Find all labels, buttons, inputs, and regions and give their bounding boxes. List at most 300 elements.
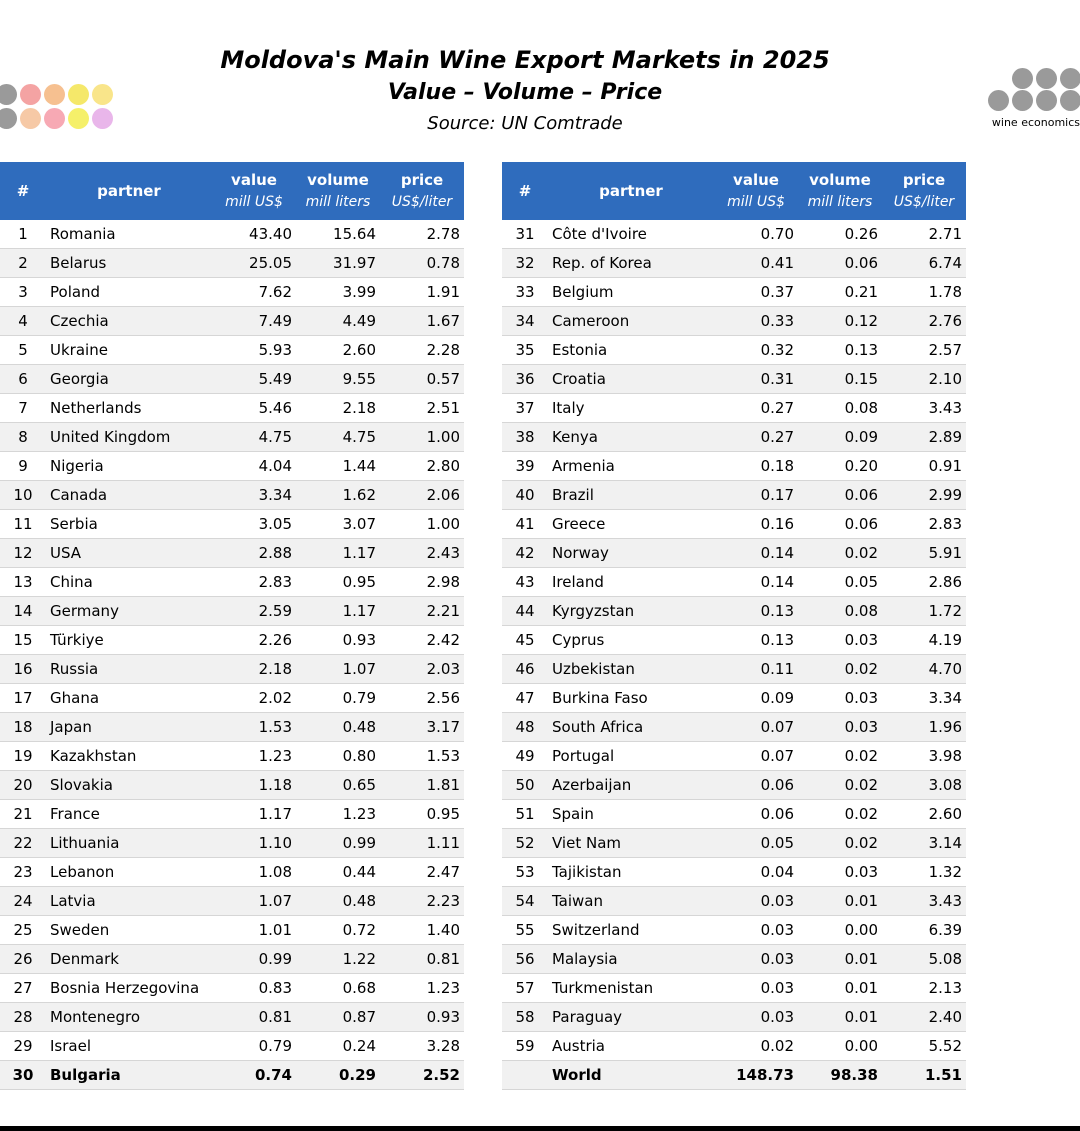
right-value-cell: 0.03	[714, 916, 798, 945]
left-partner-cell: Lebanon	[46, 858, 212, 887]
right-volume-cell: 0.01	[798, 945, 882, 974]
right-volume-cell: 0.02	[798, 829, 882, 858]
left-volume-cell: 3.07	[296, 510, 380, 539]
left-volume-cell: 1.22	[296, 945, 380, 974]
row-gap	[464, 829, 502, 858]
row-gap	[464, 887, 502, 916]
header-gap	[464, 162, 502, 220]
right-volume-cell: 0.26	[798, 220, 882, 249]
right-partner-cell: Switzerland	[548, 916, 714, 945]
left-price-cell: 2.51	[380, 394, 464, 423]
row-gap	[464, 800, 502, 829]
right-value-cell: 0.17	[714, 481, 798, 510]
left-price-cell: 2.42	[380, 626, 464, 655]
left-price-cell: 0.81	[380, 945, 464, 974]
left-volume-cell: 0.65	[296, 771, 380, 800]
col-value-header-2: value mill US$	[714, 162, 798, 220]
left-volume-cell: 0.24	[296, 1032, 380, 1061]
right-partner-cell: Paraguay	[548, 1003, 714, 1032]
left-price-cell: 2.43	[380, 539, 464, 568]
left-value-cell: 1.53	[212, 713, 296, 742]
left-value-cell: 1.23	[212, 742, 296, 771]
logo-dot	[92, 108, 113, 129]
right-rank-cell: 32	[502, 249, 548, 278]
left-volume-cell: 0.79	[296, 684, 380, 713]
left-rank-cell: 20	[0, 771, 46, 800]
row-gap-right	[966, 597, 1080, 626]
col-partner-header-2: partner	[548, 162, 714, 220]
left-value-cell: 1.10	[212, 829, 296, 858]
right-volume-cell: 0.02	[798, 800, 882, 829]
table-row	[0, 307, 1080, 336]
left-rank-cell: 25	[0, 916, 46, 945]
right-partner-cell: Belgium	[548, 278, 714, 307]
right-price-cell: 5.08	[882, 945, 966, 974]
right-value-cell: 0.06	[714, 800, 798, 829]
right-volume-cell: 0.09	[798, 423, 882, 452]
table-row	[0, 481, 1080, 510]
row-gap-right	[966, 1061, 1080, 1090]
left-partner-cell: Japan	[46, 713, 212, 742]
left-partner-cell: Slovakia	[46, 771, 212, 800]
right-rank-cell: 33	[502, 278, 548, 307]
left-rank-cell: 21	[0, 800, 46, 829]
right-partner-cell: Kyrgyzstan	[548, 597, 714, 626]
left-volume-cell: 0.80	[296, 742, 380, 771]
row-gap	[464, 568, 502, 597]
logo-dot	[0, 108, 17, 129]
row-gap	[464, 510, 502, 539]
left-rank-cell: 15	[0, 626, 46, 655]
right-volume-cell: 0.02	[798, 655, 882, 684]
row-gap-right	[966, 568, 1080, 597]
col-volume-header: volume mill liters	[296, 162, 380, 220]
table-row	[0, 1032, 1080, 1061]
right-value-cell: 0.70	[714, 220, 798, 249]
right-price-cell: 3.43	[882, 887, 966, 916]
right-rank-cell: 42	[502, 539, 548, 568]
table-row	[0, 452, 1080, 481]
row-gap	[464, 365, 502, 394]
left-partner-cell: Latvia	[46, 887, 212, 916]
right-partner-cell: Ireland	[548, 568, 714, 597]
row-gap	[464, 220, 502, 249]
right-value-cell: 0.03	[714, 974, 798, 1003]
left-partner-cell: Russia	[46, 655, 212, 684]
right-rank-cell: 54	[502, 887, 548, 916]
right-value-cell: 0.07	[714, 713, 798, 742]
table-row	[0, 539, 1080, 568]
right-partner-cell: Estonia	[548, 336, 714, 365]
left-rank-cell: 14	[0, 597, 46, 626]
right-volume-cell: 0.12	[798, 307, 882, 336]
left-rank-cell: 2	[0, 249, 46, 278]
left-partner-cell: Bosnia Herzegovina	[46, 974, 212, 1003]
table-row	[0, 365, 1080, 394]
right-partner-cell: Malaysia	[548, 945, 714, 974]
right-price-cell: 6.39	[882, 916, 966, 945]
right-price-cell: 1.78	[882, 278, 966, 307]
left-volume-cell: 9.55	[296, 365, 380, 394]
left-value-cell: 2.88	[212, 539, 296, 568]
logo-dot	[92, 84, 113, 105]
row-gap	[464, 916, 502, 945]
row-gap-right	[966, 1032, 1080, 1061]
logo-dot	[68, 84, 89, 105]
left-volume-cell: 4.75	[296, 423, 380, 452]
left-value-cell: 0.83	[212, 974, 296, 1003]
left-volume-cell: 1.07	[296, 655, 380, 684]
left-value-cell: 1.01	[212, 916, 296, 945]
right-rank-cell: 40	[502, 481, 548, 510]
left-partner-cell: Türkiye	[46, 626, 212, 655]
left-value-cell: 25.05	[212, 249, 296, 278]
left-partner-cell: Ukraine	[46, 336, 212, 365]
row-gap-right	[966, 684, 1080, 713]
right-partner-cell: Tajikistan	[548, 858, 714, 887]
left-price-cell: 3.17	[380, 713, 464, 742]
left-volume-cell: 1.44	[296, 452, 380, 481]
right-price-cell: 3.98	[882, 742, 966, 771]
right-rank-cell: 48	[502, 713, 548, 742]
row-gap	[464, 278, 502, 307]
row-gap	[464, 394, 502, 423]
left-rank-cell: 3	[0, 278, 46, 307]
row-gap-right	[966, 655, 1080, 684]
logo-right-tagline: wine economics	[991, 116, 1080, 129]
left-volume-cell: 0.72	[296, 916, 380, 945]
table-row	[0, 278, 1080, 307]
right-price-cell: 3.34	[882, 684, 966, 713]
right-rank-cell: 56	[502, 945, 548, 974]
right-value-cell: 0.33	[714, 307, 798, 336]
left-volume-cell: 2.60	[296, 336, 380, 365]
left-value-cell: 0.74	[212, 1061, 296, 1090]
right-rank-cell: 38	[502, 423, 548, 452]
right-partner-cell: Taiwan	[548, 887, 714, 916]
left-volume-cell: 2.18	[296, 394, 380, 423]
right-volume-cell: 0.01	[798, 887, 882, 916]
right-volume-cell: 0.02	[798, 539, 882, 568]
table-row	[0, 510, 1080, 539]
logo-right	[980, 38, 1080, 134]
right-value-cell: 0.07	[714, 742, 798, 771]
left-partner-cell: Georgia	[46, 365, 212, 394]
col-volume-header-2: volume mill liters	[798, 162, 882, 220]
right-price-cell: 6.74	[882, 249, 966, 278]
left-rank-cell: 29	[0, 1032, 46, 1061]
col-rank-header: #	[0, 162, 46, 220]
left-value-cell: 3.34	[212, 481, 296, 510]
right-price-cell: 2.89	[882, 423, 966, 452]
right-value-cell: 0.27	[714, 423, 798, 452]
left-value-cell: 5.49	[212, 365, 296, 394]
right-volume-cell: 0.20	[798, 452, 882, 481]
table-row	[0, 220, 1080, 249]
right-value-cell: 0.32	[714, 336, 798, 365]
header-gap-right	[966, 162, 1080, 220]
row-gap-right	[966, 945, 1080, 974]
table-row	[0, 829, 1080, 858]
right-volume-cell: 98.38	[798, 1061, 882, 1090]
row-gap	[464, 423, 502, 452]
left-partner-cell: Netherlands	[46, 394, 212, 423]
col-value-header: value mill US$	[212, 162, 296, 220]
right-price-cell: 5.91	[882, 539, 966, 568]
right-partner-cell: Viet Nam	[548, 829, 714, 858]
right-volume-cell: 0.13	[798, 336, 882, 365]
left-price-cell: 2.56	[380, 684, 464, 713]
right-rank-cell: 55	[502, 916, 548, 945]
right-value-cell: 0.03	[714, 945, 798, 974]
left-partner-cell: United Kingdom	[46, 423, 212, 452]
row-gap	[464, 336, 502, 365]
left-rank-cell: 7	[0, 394, 46, 423]
left-value-cell: 7.62	[212, 278, 296, 307]
logo-dot	[1060, 68, 1080, 89]
left-price-cell: 2.23	[380, 887, 464, 916]
left-price-cell: 0.57	[380, 365, 464, 394]
left-price-cell: 1.00	[380, 423, 464, 452]
left-rank-cell: 5	[0, 336, 46, 365]
left-value-cell: 1.07	[212, 887, 296, 916]
right-partner-cell: Croatia	[548, 365, 714, 394]
right-volume-cell: 0.00	[798, 1032, 882, 1061]
col-price-header-2: price US$/liter	[882, 162, 966, 220]
right-value-cell: 0.14	[714, 539, 798, 568]
left-rank-cell: 6	[0, 365, 46, 394]
right-volume-cell: 0.03	[798, 626, 882, 655]
right-volume-cell: 0.02	[798, 771, 882, 800]
left-partner-cell: Sweden	[46, 916, 212, 945]
right-partner-cell: Azerbaijan	[548, 771, 714, 800]
logo-dot	[988, 90, 1009, 111]
table-row	[0, 742, 1080, 771]
left-rank-cell: 30	[0, 1061, 46, 1090]
row-gap-right	[966, 452, 1080, 481]
table-row	[0, 249, 1080, 278]
left-partner-cell: Belarus	[46, 249, 212, 278]
left-value-cell: 1.08	[212, 858, 296, 887]
left-rank-cell: 28	[0, 1003, 46, 1032]
left-price-cell: 2.80	[380, 452, 464, 481]
left-value-cell: 2.26	[212, 626, 296, 655]
row-gap-right	[966, 858, 1080, 887]
right-rank-cell: 47	[502, 684, 548, 713]
right-price-cell: 1.96	[882, 713, 966, 742]
left-volume-cell: 1.17	[296, 597, 380, 626]
table-row	[0, 945, 1080, 974]
left-rank-cell: 4	[0, 307, 46, 336]
export-markets-table	[0, 162, 1080, 1090]
row-gap	[464, 742, 502, 771]
left-rank-cell: 22	[0, 829, 46, 858]
table-row	[0, 394, 1080, 423]
right-value-cell: 0.09	[714, 684, 798, 713]
right-price-cell: 1.51	[882, 1061, 966, 1090]
table-row	[0, 1061, 1080, 1090]
right-volume-cell: 0.05	[798, 568, 882, 597]
right-partner-cell: Spain	[548, 800, 714, 829]
logo-dot	[20, 84, 41, 105]
left-value-cell: 2.02	[212, 684, 296, 713]
left-price-cell: 1.11	[380, 829, 464, 858]
right-price-cell: 2.13	[882, 974, 966, 1003]
left-price-cell: 1.67	[380, 307, 464, 336]
left-price-cell: 1.91	[380, 278, 464, 307]
right-rank-cell: 57	[502, 974, 548, 1003]
left-value-cell: 3.05	[212, 510, 296, 539]
left-partner-cell: China	[46, 568, 212, 597]
left-volume-cell: 1.62	[296, 481, 380, 510]
right-value-cell: 0.37	[714, 278, 798, 307]
right-partner-cell: South Africa	[548, 713, 714, 742]
right-price-cell: 2.76	[882, 307, 966, 336]
table-row	[0, 800, 1080, 829]
row-gap	[464, 307, 502, 336]
row-gap	[464, 858, 502, 887]
right-volume-cell: 0.03	[798, 858, 882, 887]
left-value-cell: 43.40	[212, 220, 296, 249]
row-gap-right	[966, 887, 1080, 916]
left-price-cell: 2.47	[380, 858, 464, 887]
left-price-cell: 1.81	[380, 771, 464, 800]
right-partner-cell: Rep. of Korea	[548, 249, 714, 278]
col-rank-header-2: #	[502, 162, 548, 220]
table-row	[0, 568, 1080, 597]
right-rank-cell: 50	[502, 771, 548, 800]
table-header-row	[0, 162, 1080, 220]
row-gap-right	[966, 423, 1080, 452]
right-partner-cell: Armenia	[548, 452, 714, 481]
left-volume-cell: 3.99	[296, 278, 380, 307]
left-partner-cell: Serbia	[46, 510, 212, 539]
left-partner-cell: Lithuania	[46, 829, 212, 858]
left-rank-cell: 17	[0, 684, 46, 713]
table-row	[0, 423, 1080, 452]
right-partner-cell: Italy	[548, 394, 714, 423]
left-value-cell: 4.04	[212, 452, 296, 481]
left-rank-cell: 9	[0, 452, 46, 481]
logo-dot	[44, 108, 65, 129]
right-price-cell: 3.43	[882, 394, 966, 423]
left-volume-cell: 0.44	[296, 858, 380, 887]
row-gap-right	[966, 336, 1080, 365]
table-row	[0, 887, 1080, 916]
logo-dot	[1012, 68, 1033, 89]
logo-dot	[1036, 68, 1057, 89]
row-gap-right	[966, 220, 1080, 249]
left-price-cell: 2.78	[380, 220, 464, 249]
row-gap-right	[966, 800, 1080, 829]
table-row	[0, 1003, 1080, 1032]
table-row	[0, 336, 1080, 365]
row-gap-right	[966, 771, 1080, 800]
right-price-cell: 5.52	[882, 1032, 966, 1061]
right-rank-cell: 36	[502, 365, 548, 394]
left-volume-cell: 31.97	[296, 249, 380, 278]
left-rank-cell: 18	[0, 713, 46, 742]
right-partner-cell: Kenya	[548, 423, 714, 452]
right-rank-cell: 51	[502, 800, 548, 829]
right-value-cell: 148.73	[714, 1061, 798, 1090]
page-title: Moldova's Main Wine Export Markets in 2025	[220, 46, 830, 74]
right-price-cell: 4.19	[882, 626, 966, 655]
left-rank-cell: 12	[0, 539, 46, 568]
left-rank-cell: 8	[0, 423, 46, 452]
row-gap	[464, 1032, 502, 1061]
right-rank-cell: 35	[502, 336, 548, 365]
logo-dot	[44, 84, 65, 105]
left-rank-cell: 13	[0, 568, 46, 597]
right-partner-cell: Côte d'Ivoire	[548, 220, 714, 249]
left-price-cell: 1.40	[380, 916, 464, 945]
row-gap	[464, 249, 502, 278]
right-volume-cell: 0.08	[798, 597, 882, 626]
right-volume-cell: 0.01	[798, 1003, 882, 1032]
row-gap	[464, 626, 502, 655]
right-partner-cell: Cyprus	[548, 626, 714, 655]
left-rank-cell: 11	[0, 510, 46, 539]
left-volume-cell: 0.68	[296, 974, 380, 1003]
left-partner-cell: France	[46, 800, 212, 829]
right-partner-cell: Turkmenistan	[548, 974, 714, 1003]
table-body	[0, 220, 1080, 1090]
logo-dot	[20, 108, 41, 129]
left-price-cell: 1.23	[380, 974, 464, 1003]
row-gap	[464, 655, 502, 684]
right-rank-cell: 46	[502, 655, 548, 684]
right-price-cell: 2.40	[882, 1003, 966, 1032]
table-row	[0, 916, 1080, 945]
right-partner-cell: Austria	[548, 1032, 714, 1061]
row-gap-right	[966, 742, 1080, 771]
row-gap	[464, 684, 502, 713]
right-price-cell: 1.72	[882, 597, 966, 626]
row-gap	[464, 974, 502, 1003]
row-gap-right	[966, 365, 1080, 394]
left-value-cell: 1.17	[212, 800, 296, 829]
left-volume-cell: 0.99	[296, 829, 380, 858]
left-rank-cell: 26	[0, 945, 46, 974]
right-partner-cell: Norway	[548, 539, 714, 568]
table-row	[0, 771, 1080, 800]
left-value-cell: 5.46	[212, 394, 296, 423]
right-rank-cell: 52	[502, 829, 548, 858]
logo-dot	[1036, 90, 1057, 111]
right-partner-cell: Portugal	[548, 742, 714, 771]
right-rank-cell: 41	[502, 510, 548, 539]
row-gap-right	[966, 481, 1080, 510]
right-value-cell: 0.06	[714, 771, 798, 800]
left-price-cell: 2.06	[380, 481, 464, 510]
row-gap-right	[966, 974, 1080, 1003]
right-value-cell: 0.13	[714, 597, 798, 626]
right-price-cell: 3.14	[882, 829, 966, 858]
table-row	[0, 684, 1080, 713]
right-partner-cell: Cameroon	[548, 307, 714, 336]
right-value-cell: 0.31	[714, 365, 798, 394]
right-rank-cell: 31	[502, 220, 548, 249]
right-price-cell: 2.83	[882, 510, 966, 539]
right-rank-cell: 37	[502, 394, 548, 423]
left-partner-cell: Czechia	[46, 307, 212, 336]
row-gap-right	[966, 539, 1080, 568]
table-row	[0, 655, 1080, 684]
left-rank-cell: 23	[0, 858, 46, 887]
right-rank-cell: 39	[502, 452, 548, 481]
col-partner-header: partner	[46, 162, 212, 220]
